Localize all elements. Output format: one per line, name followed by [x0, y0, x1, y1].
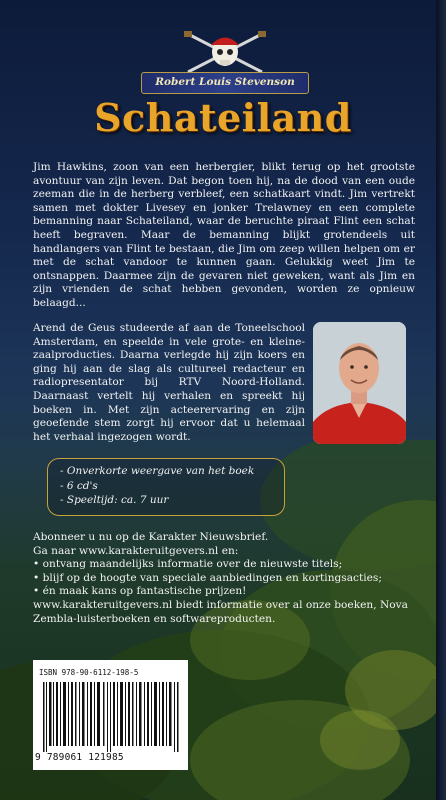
- product-info-box: [47, 458, 285, 516]
- info-item: - 6 cd's: [60, 479, 284, 494]
- info-item: - Speeltijd: ca. 7 uur: [60, 493, 284, 508]
- newsletter-bullet: • én maak kans op fantastische prijzen!: [33, 585, 423, 599]
- barcode-digits: 9 789061 121985: [35, 752, 124, 763]
- newsletter-bullet: • ontvang maandelijks informatie over de nieuwste titels;: [33, 558, 423, 572]
- newsletter-section: [33, 531, 423, 626]
- newsletter-closing: www.karakteruitgevers.nl biedt informatie over al onze boeken, Nova Zembla-luisterboeken en softwareproducten.: [33, 598, 408, 625]
- newsletter-intro: Abonneer u nu op de Karakter Nieuwsbrief.: [33, 531, 269, 543]
- author-name: Robert Louis Stevenson: [141, 72, 309, 94]
- synopsis-text: Jim Hawkins, zoon van een herbergier, blikt terug op het grootste avontuur van zijn leven. Dat begon toen hij, na de dood van een oude zeeman die in de herberg verbleef, een schatkaart vindt. Jim vertrekt samen met dokter Livesey en jonker Trelawney en een complete bemanning naar Schateiland, waar de beruchte piraat Flint een schat heeft begraven. Maar de bemanning blijkt grotendeels uit handlangers van Flint te bestaan, die Jim om zeep willen helpen om er met de schat vandoor te kunnen gaan. Gelukkig weet Jim te ontsnappen. Daarmee zijn de gevaren niet geweken, want als Jim en zijn vrienden de schat hebben gevonden, worden ze opnieuw belaagd...: [33, 161, 415, 309]
- info-item: - Onverkorte weergave van het boek: [60, 464, 284, 479]
- book-title: Schateiland: [94, 95, 352, 140]
- skull-crossed-swords-icon: [180, 28, 270, 78]
- narrator-photo: [313, 322, 406, 444]
- newsletter-website: Ga naar www.karakteruitgevers.nl en:: [33, 544, 239, 557]
- barcode-icon: [41, 682, 181, 752]
- barcode-panel: [33, 660, 188, 770]
- isbn-label: ISBN 978-90-6112-198-5: [39, 668, 139, 677]
- narrator-bio: Arend de Geus studeerde af aan de Toneelschool Amsterdam, en speelde in vele grote- en kleine-zaalproducties. Daarna verlegde hij zijn koers en ging hij aan de slag als cultureel redacteur en radiopresentator bij RTV Noord-Holland. Daarnaast vertelt hij verhalen en spreekt hij boeken in. Met zijn acteerervaring en zijn geoefende stem zorgt hij ervoor dat u helemaal het verhaal ingezogen wordt.: [33, 322, 305, 443]
- newsletter-bullet: • blijf op de hoogte van speciale aanbiedingen en kortingsacties;: [33, 572, 423, 586]
